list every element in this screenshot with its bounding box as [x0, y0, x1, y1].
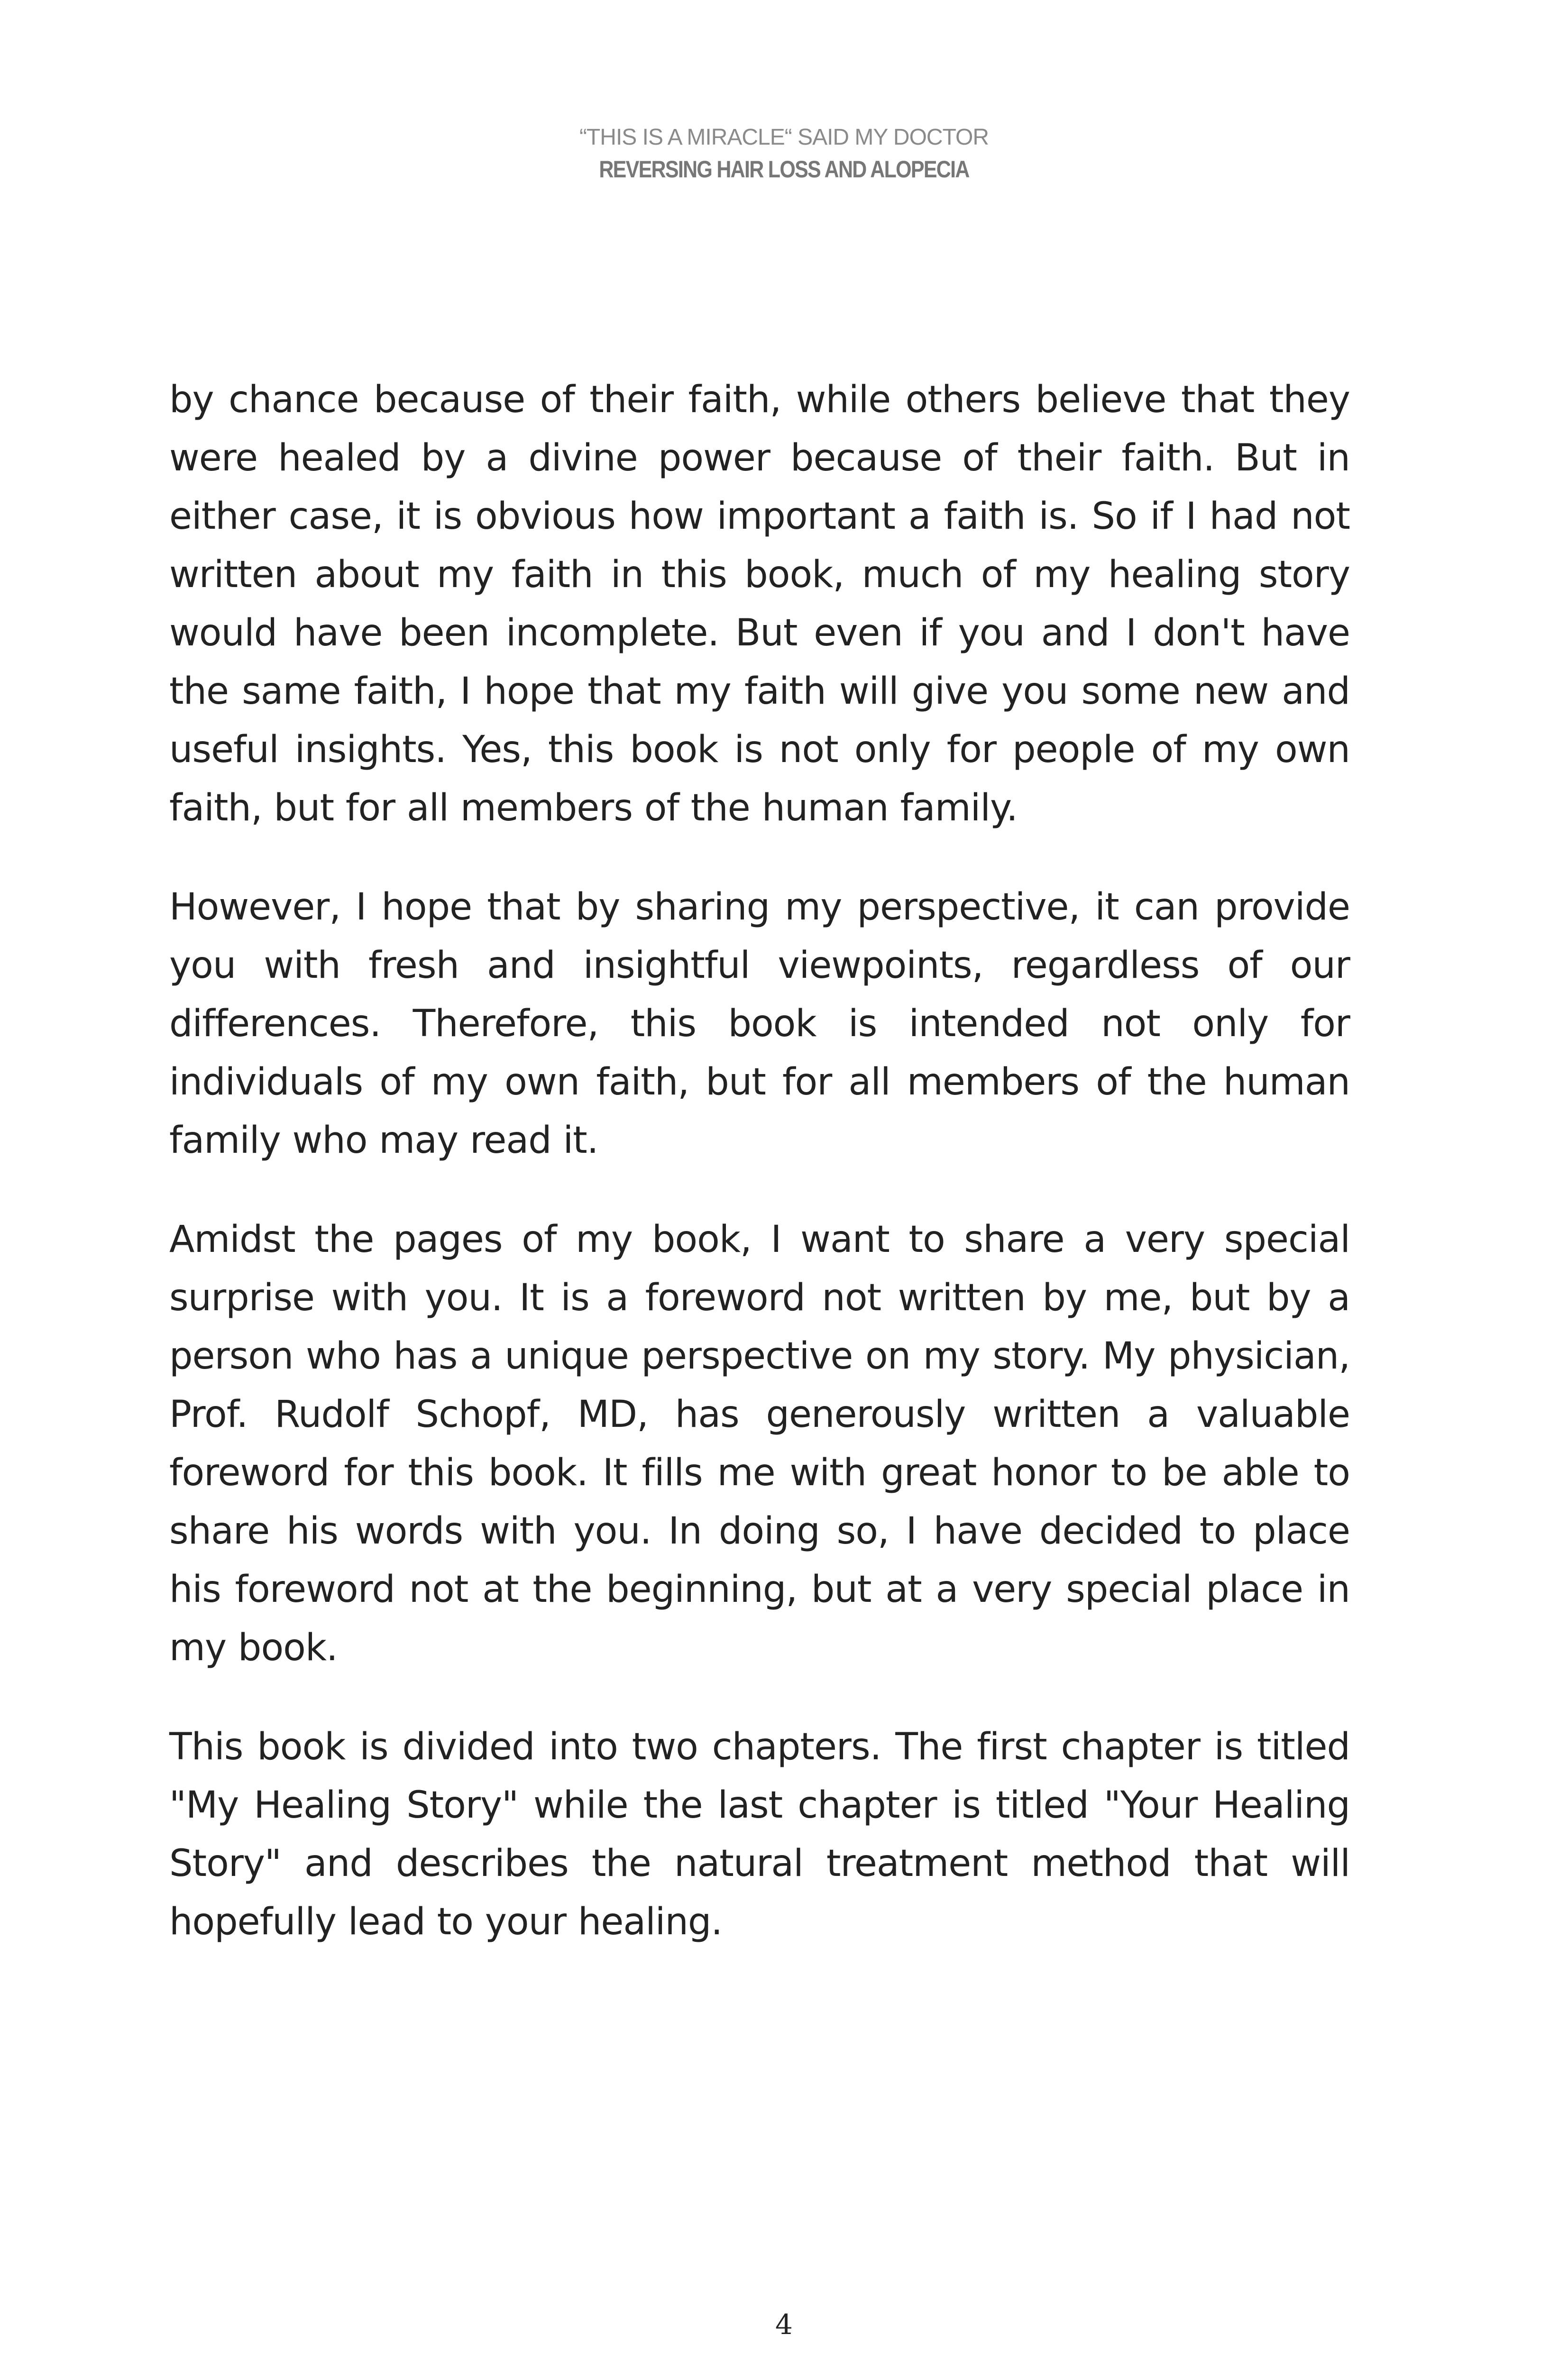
paragraph-4: This book is divided into two chapters. The first chapter is titled "My Healing Story" while the last chapter is titled "Your Healing Story" and describes the natural treatment method that will hopefully lead to your healing. — [169, 1726, 1350, 1943]
paragraph-2: However, I hope that by sharing my perspective, it can provide you with fresh and insightful viewpoints, regardless of our differences. Therefore, this book is intended not only for individuals of my own faith, but for all members of the human family who may read it. — [169, 886, 1350, 1162]
paragraph-1: by chance because of their faith, while others believe that they were healed by a divine power because of their faith. But in either case, it is obvious how important a faith is. So if I had not written about my faith in this book, much of my healing story would have been incomplete. But even if you and I don't have the same faith, I hope that my faith will give you some new and useful insights. Yes, this book is not only for people of my own faith, but for all members of the human family. — [169, 378, 1350, 829]
body-text — [169, 371, 1350, 1992]
header-book-title: “THIS IS A MIRACLE“ SAID MY DOCTOR — [579, 125, 989, 150]
page-number: 4 — [775, 2308, 793, 2341]
paragraph-3: Amidst the pages of my book, I want to share a very special surprise with you. It is a foreword not written by me, but by a person who has a unique perspective on my story. My physician, Prof. Rudolf Schopf, MD, has generously written a valuable foreword for this book. It fills me with great honor to be able to share his words with you. In doing so, I have decided to place his foreword not at the beginning, but at a very special place in my book. — [169, 1218, 1350, 1669]
header-book-subtitle: REVERSING HAIR LOSS AND ALOPECIA — [599, 156, 969, 183]
running-header — [0, 122, 1568, 186]
